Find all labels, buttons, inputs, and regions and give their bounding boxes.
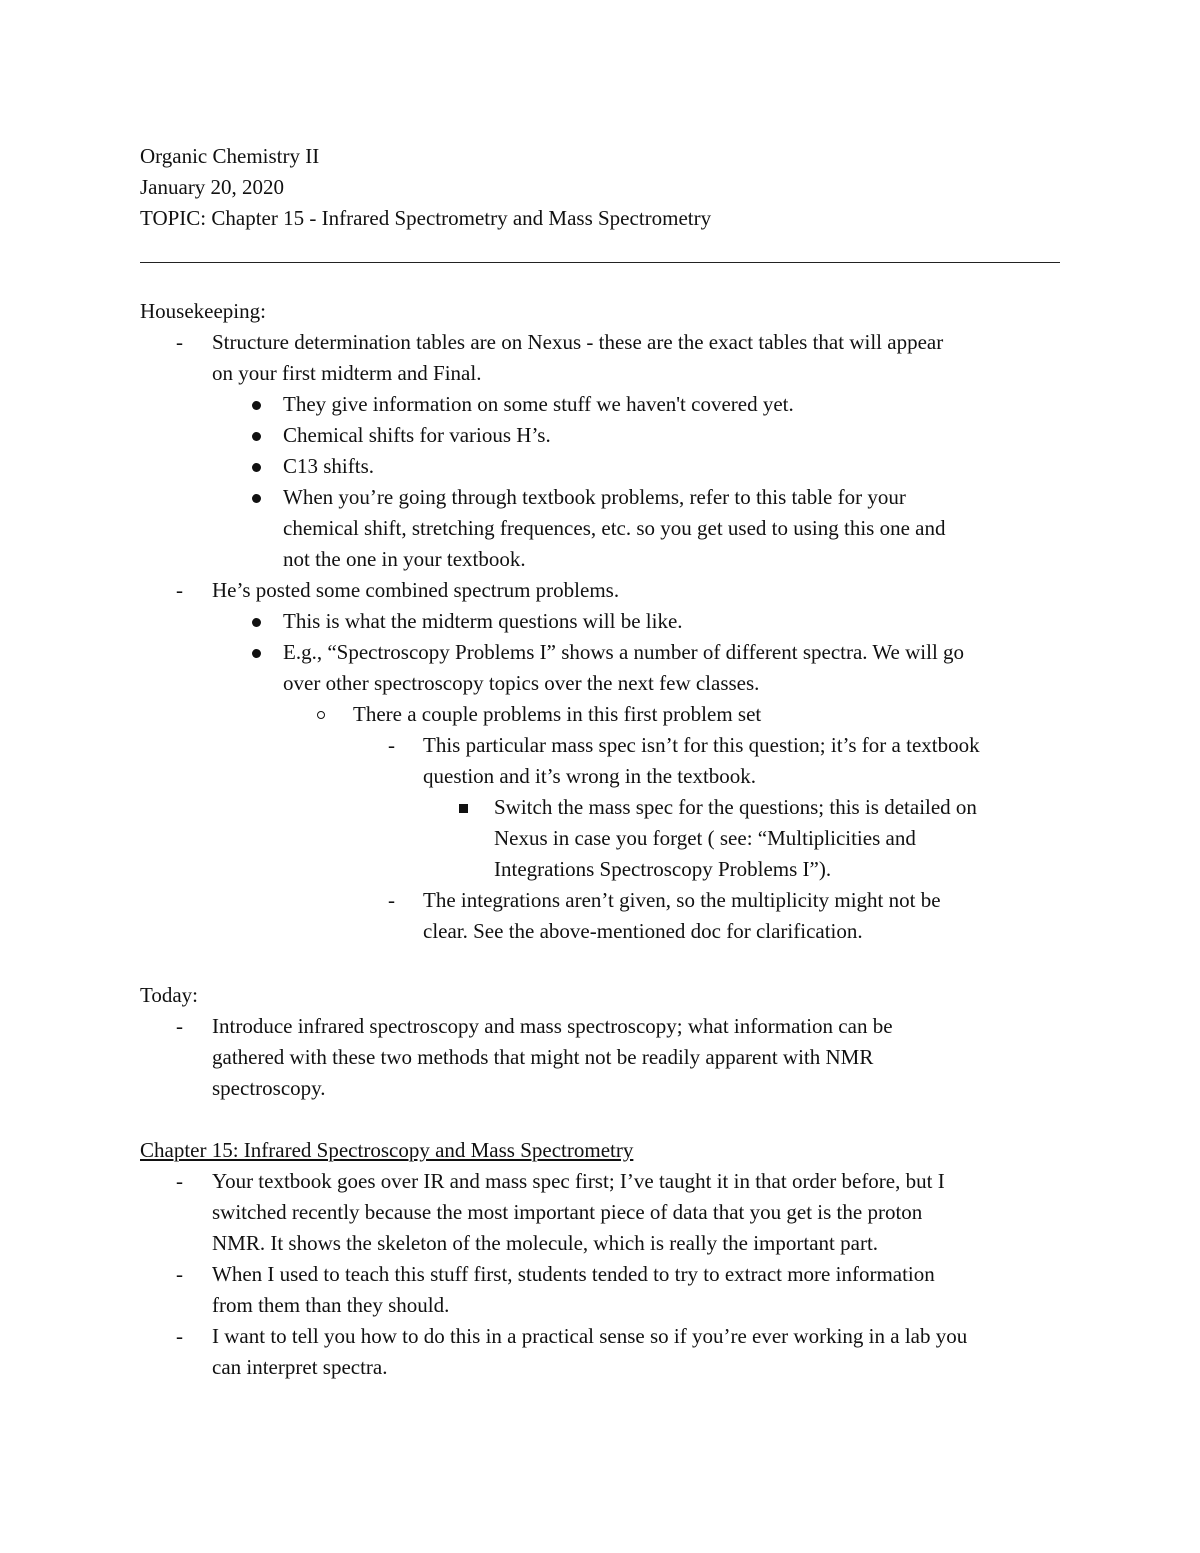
bullet-dot [252, 649, 261, 658]
today-heading: Today: [140, 983, 199, 1007]
course-title: Organic Chemistry II [140, 144, 320, 168]
lecture-date: January 20, 2020 [140, 175, 285, 199]
dash-marker: - [176, 1014, 183, 1038]
sub-dash-text: clear. See the above-mentioned doc for clarification. [423, 919, 863, 943]
square-bullet-text: Switch the mass spec for the questions; this is detailed on [494, 795, 977, 819]
sub-dash-text: This particular mass spec isn’t for this question; it’s for a textbook [423, 733, 980, 757]
square-bullet-text: Integrations Spectroscopy Problems I”). [494, 857, 832, 881]
chapter-item-1-line-1: Your textbook goes over IR and mass spec first; I’ve taught it in that order before, but I [212, 1169, 945, 1193]
chapter-item-1-line-3: NMR. It shows the skeleton of the molecule, which is really the important part. [212, 1231, 879, 1255]
bullet-text: E.g., “Spectroscopy Problems I” shows a number of different spectra. We will go [283, 640, 965, 664]
today-item-line-2: gathered with these two methods that might not be readily apparent with NMR [212, 1045, 874, 1069]
bullet-text: Chemical shifts for various H’s. [283, 423, 551, 447]
bullet-dot [252, 463, 261, 472]
bullet-text: When you’re going through textbook problems, refer to this table for your [283, 485, 906, 509]
bullet-square [459, 804, 468, 813]
sub-dash-text: question and it’s wrong in the textbook. [423, 764, 757, 788]
sub-bullet-text: There a couple problems in this first problem set [353, 702, 762, 726]
dash-marker: - [176, 1262, 183, 1286]
bullet-circle [317, 711, 325, 719]
dash-marker: - [176, 578, 183, 602]
square-bullet-text: Nexus in case you forget ( see: “Multiplicities and [494, 826, 916, 850]
dash-marker: - [388, 888, 395, 912]
bullet-text: not the one in your textbook. [283, 547, 526, 571]
dash-marker: - [388, 733, 395, 757]
chapter-item-3-line-1: I want to tell you how to do this in a practical sense so if you’re ever working in a lab you [212, 1324, 968, 1348]
topic-line: TOPIC: Chapter 15 - Infrared Spectrometry and Mass Spectrometry [140, 206, 712, 230]
today-item-line-3: spectroscopy. [212, 1076, 326, 1100]
bullet-text: C13 shifts. [283, 454, 375, 478]
horizontal-divider [140, 262, 1060, 263]
bullet-dot [252, 618, 261, 627]
bullet-dot [252, 432, 261, 441]
housekeeping-item-1-line-2: on your first midterm and Final. [212, 361, 482, 385]
housekeeping-heading: Housekeeping: [140, 299, 266, 323]
bullet-text: This is what the midterm questions will be like. [283, 609, 683, 633]
dash-marker: - [176, 330, 183, 354]
dash-marker: - [176, 1324, 183, 1348]
chapter-heading: Chapter 15: Infrared Spectroscopy and Mass Spectrometry [140, 1138, 634, 1162]
housekeeping-item-1-line-1: Structure determination tables are on Nexus - these are the exact tables that will appear [212, 330, 944, 354]
chapter-item-3-line-2: can interpret spectra. [212, 1355, 388, 1379]
bullet-text: They give information on some stuff we haven't covered yet. [283, 392, 794, 416]
dash-marker: - [176, 1169, 183, 1193]
bullet-dot [252, 494, 261, 503]
bullet-text: over other spectroscopy topics over the next few classes. [283, 671, 760, 695]
chapter-item-1-line-2: switched recently because the most important piece of data that you get is the proton [212, 1200, 923, 1224]
housekeeping-item-2: He’s posted some combined spectrum problems. [212, 578, 620, 602]
today-item-line-1: Introduce infrared spectroscopy and mass spectroscopy; what information can be [212, 1014, 893, 1038]
sub-dash-text: The integrations aren’t given, so the multiplicity might not be [423, 888, 941, 912]
chapter-item-2-line-2: from them than they should. [212, 1293, 450, 1317]
bullet-text: chemical shift, stretching frequences, etc. so you get used to using this one and [283, 516, 946, 540]
chapter-item-2-line-1: When I used to teach this stuff first, students tended to try to extract more information [212, 1262, 935, 1286]
bullet-dot [252, 401, 261, 410]
